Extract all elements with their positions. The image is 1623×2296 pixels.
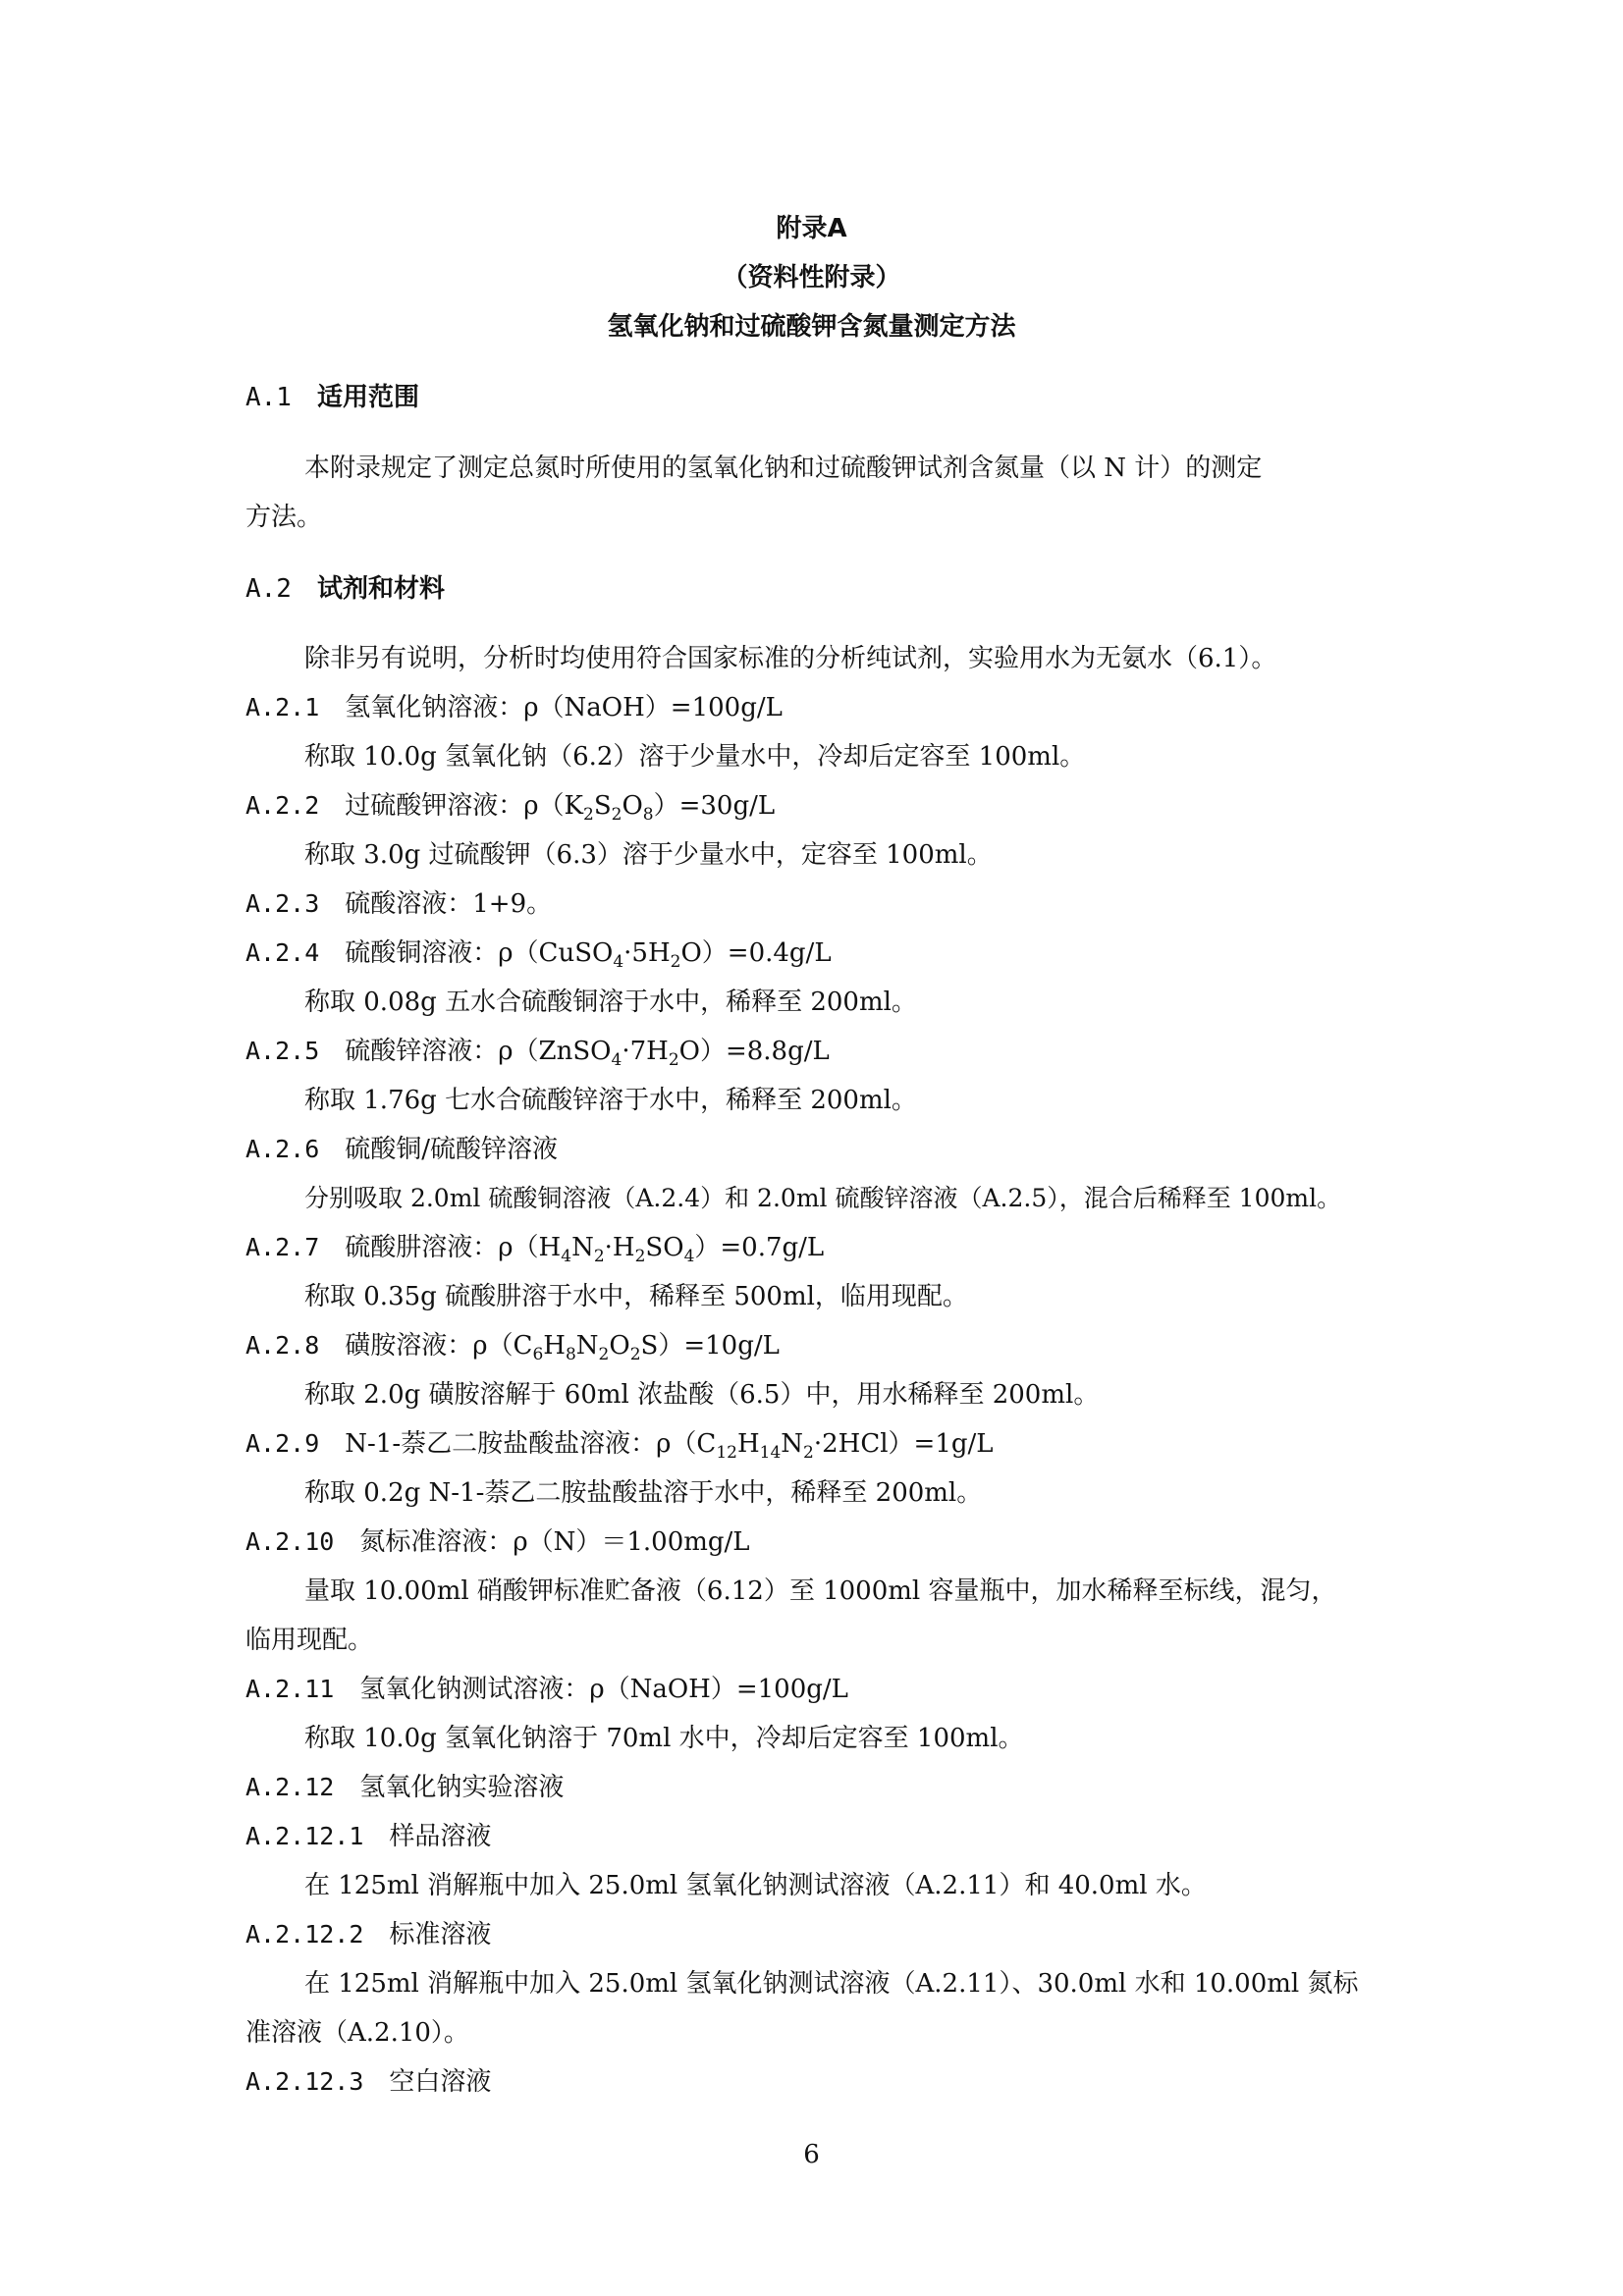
item-number: A.2.5 [245, 1037, 320, 1065]
item-title: 氢氧化钠实验溶液 [359, 1773, 565, 1802]
item-number: A.2.9 [245, 1429, 320, 1458]
section-number: A.2 [245, 574, 292, 604]
item-a21-heading [245, 688, 783, 727]
item-number: A.2.7 [245, 1233, 320, 1261]
item-title: 氮标准溶液：ρ（N）＝1.00mg/L [359, 1527, 750, 1557]
section-number: A.1 [245, 383, 292, 412]
item-title: 硫酸铜溶液：$\rho(CuSO_4\cdot 5H_2O)=0.4g/L$ [345, 938, 832, 972]
section-title: 试剂和材料 [316, 574, 445, 604]
item-number: A.2.3 [245, 889, 320, 918]
section-a2-heading [245, 569, 445, 609]
item-a27-heading [245, 1228, 824, 1267]
item-a29-heading [245, 1424, 994, 1464]
section-title: 适用范围 [316, 383, 419, 412]
item-title: 硫酸肼溶液：$\rho(H_4N_2\cdot H_2SO_4)=0.7g/L$ [345, 1233, 825, 1266]
item-a212-heading [245, 1768, 564, 1807]
section-a1-text-line1: 本附录规定了测定总氮时所使用的氢氧化钠和过硫酸钾试剂含氮量（以 N 计）的测定 [304, 454, 1263, 483]
item-a22-body: 称取 3.0g 过硫酸钾（6.3）溶于少量水中，定容至 100ml。 [304, 840, 993, 870]
item-a28-heading [245, 1326, 780, 1365]
item-title: 标准溶液 [389, 1920, 492, 1949]
item-a27-body: 称取 0.35g 硫酸肼溶于水中，稀释至 500ml，临用现配。 [304, 1282, 968, 1311]
item-a2121-body: 在 125ml 消解瓶中加入 25.0ml 氢氧化钠测试溶液（A.2.11）和 40.0ml 水。 [304, 1871, 1207, 1900]
item-title: 氢氧化钠溶液：ρ（NaOH）=100g/L [345, 693, 783, 722]
item-a22-heading [245, 786, 775, 826]
section-a1-heading [245, 378, 419, 417]
appendix-type: （资料性附录） [722, 263, 901, 293]
item-a211-body: 称取 10.0g 氢氧化钠溶于 70ml 水中，冷却后定容至 100ml。 [304, 1724, 1024, 1753]
item-title: 氢氧化钠测试溶液：ρ（NaOH）=100g/L [359, 1675, 848, 1704]
item-a2122-body-line1: 在 125ml 消解瓶中加入 25.0ml 氢氧化钠测试溶液（A.2.11）、30.0ml 水和 10.00ml 氮标 [304, 1969, 1359, 1999]
item-a26-body: 分别吸取 2.0ml 硫酸铜溶液（A.2.4）和 2.0ml 硫酸锌溶液（A.2.5），混合后稀释至 100ml。 [304, 1184, 1342, 1212]
item-number: A.2.11 [245, 1675, 335, 1703]
item-title: 样品溶液 [389, 1822, 492, 1851]
item-a2121-heading [245, 1817, 491, 1856]
item-number: A.2.8 [245, 1331, 320, 1360]
item-number: A.2.12.3 [245, 2067, 364, 2096]
item-number: A.2.4 [245, 938, 320, 967]
item-a25-body: 称取 1.76g 七水合硫酸锌溶于水中，稀释至 200ml。 [304, 1086, 917, 1115]
page-number: 6 [803, 2140, 820, 2169]
item-a24-heading [245, 934, 832, 973]
item-number: A.2.2 [245, 791, 320, 820]
appendix-label: 附录A [776, 214, 847, 243]
item-a23-heading [245, 884, 552, 924]
item-a210-body-line1: 量取 10.00ml 硝酸钾标准贮备液（6.12）至 1000ml 容量瓶中，加水稀释至标线，混匀， [304, 1576, 1337, 1606]
section-a1-text-line2: 方法。 [245, 503, 323, 532]
item-number: A.2.10 [245, 1527, 335, 1556]
item-a24-body: 称取 0.08g 五水合硫酸铜溶于水中，稀释至 200ml。 [304, 988, 917, 1017]
appendix-title: 氢氧化钠和过硫酸钾含氮量测定方法 [607, 312, 1016, 342]
item-a28-body: 称取 2.0g 磺胺溶解于 60ml 浓盐酸（6.5）中，用水稀释至 200ml。 [304, 1380, 1100, 1410]
item-title: 磺胺溶液：$\rho(C_6H_8N_2O_2S)=10g/L$ [345, 1331, 780, 1364]
item-title: 空白溶液 [389, 2067, 492, 2097]
item-title: N-1-萘乙二胺盐酸盐溶液：$\rho(C_{12}H_{14}N_2\cdot 2HCl)=1g/L$ [345, 1429, 994, 1463]
item-a26-heading [245, 1130, 558, 1169]
item-a2122-body-line2: 准溶液（A.2.10）。 [245, 2018, 469, 2048]
item-a211-heading [245, 1670, 848, 1709]
item-number: A.2.12.1 [245, 1822, 364, 1850]
item-title: 硫酸锌溶液：$\rho(ZnSO_4\cdot 7H_2O)=8.8g/L$ [345, 1037, 830, 1070]
item-number: A.2.12 [245, 1773, 335, 1801]
item-a25-heading [245, 1032, 830, 1071]
item-a2123-heading [245, 2062, 491, 2102]
item-number: A.2.6 [245, 1135, 320, 1163]
item-title: 过硫酸钾溶液：$\rho(K_2S_2O_8)=30g/L$ [345, 791, 776, 825]
item-a210-heading [245, 1522, 750, 1562]
item-number: A.2.1 [245, 693, 320, 721]
item-a21-body: 称取 10.0g 氢氧化钠（6.2）溶于少量水中，冷却后定容至 100ml。 [304, 742, 1086, 772]
item-a29-body: 称取 0.2g N-1-萘乙二胺盐酸盐溶于水中，稀释至 200ml。 [304, 1478, 983, 1508]
section-a2-intro: 除非另有说明，分析时均使用符合国家标准的分析纯试剂，实验用水为无氨水（6.1）。 [304, 644, 1277, 673]
item-title: 硫酸溶液：1+9。 [345, 889, 553, 919]
item-a210-body-line2: 临用现配。 [245, 1626, 374, 1655]
item-a2122-heading [245, 1915, 491, 1954]
item-number: A.2.12.2 [245, 1920, 364, 1949]
item-title: 硫酸铜/硫酸锌溶液 [345, 1135, 559, 1164]
